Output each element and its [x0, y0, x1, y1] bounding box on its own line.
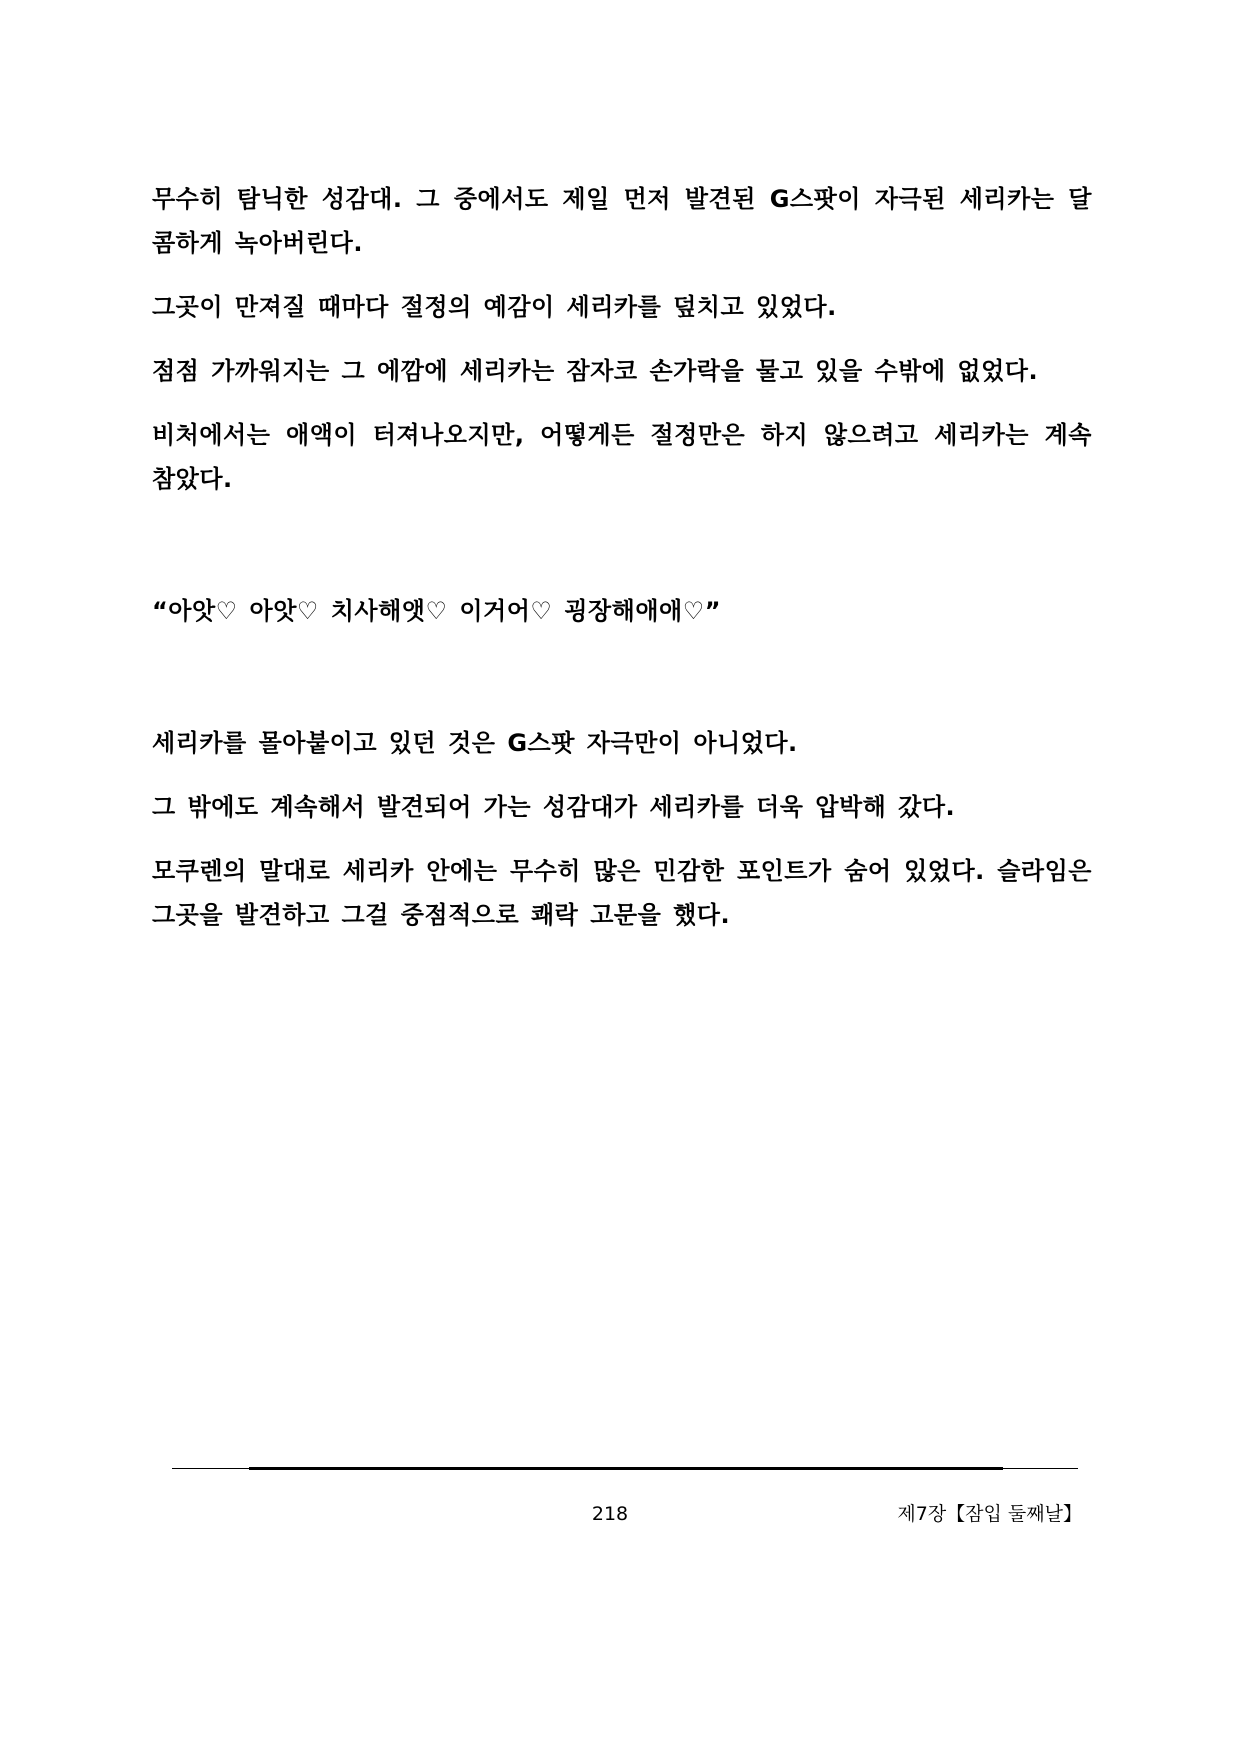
- paragraph-1: 무수히 탐닉한 성감대. 그 중에서도 제일 먼저 발견된 G스팟이 자극된 세리카는 달콤하게 녹아버린다.: [152, 185, 1092, 257]
- paragraph-6: 세리카를 몰아붙이고 있던 것은 G스팟 자극만이 아니었다.: [152, 729, 798, 757]
- footer-divider-accent: [249, 1467, 1003, 1470]
- dialogue-line: “아앗♡ 아앗♡ 치사해앳♡ 이거어♡ 굉장해애애♡”: [152, 597, 721, 625]
- paragraph-4: 비처에서는 애액이 터져나오지만, 어떻게든 절정만은 하지 않으려고 세리카는 계속 참았다.: [152, 421, 1092, 493]
- paragraph-2: 그곳이 만져질 때마다 절정의 예감이 세리카를 덮치고 있었다.: [152, 293, 837, 321]
- paragraph-7: 그 밖에도 계속해서 발견되어 가는 성감대가 세리카를 더욱 압박해 갔다.: [152, 793, 956, 821]
- chapter-label: 제7장【잠입 둘째날】: [897, 1503, 1082, 1525]
- paragraph-3: 점점 가까워지는 그 에깜에 세리카는 잠자코 손가락을 물고 있을 수밖에 없었다.: [152, 357, 1039, 385]
- page-number: 218: [591, 1503, 629, 1525]
- paragraph-8: 모쿠렌의 말대로 세리카 안에는 무수히 많은 민감한 포인트가 숨어 있었다. 슬라임은 그곳을 발견하고 그걸 중점적으로 쾌락 고문을 했다.: [152, 857, 1092, 929]
- paragraph-spacer: [152, 653, 1092, 721]
- page-body: [152, 177, 1092, 957]
- paragraph-spacer: [152, 521, 1092, 589]
